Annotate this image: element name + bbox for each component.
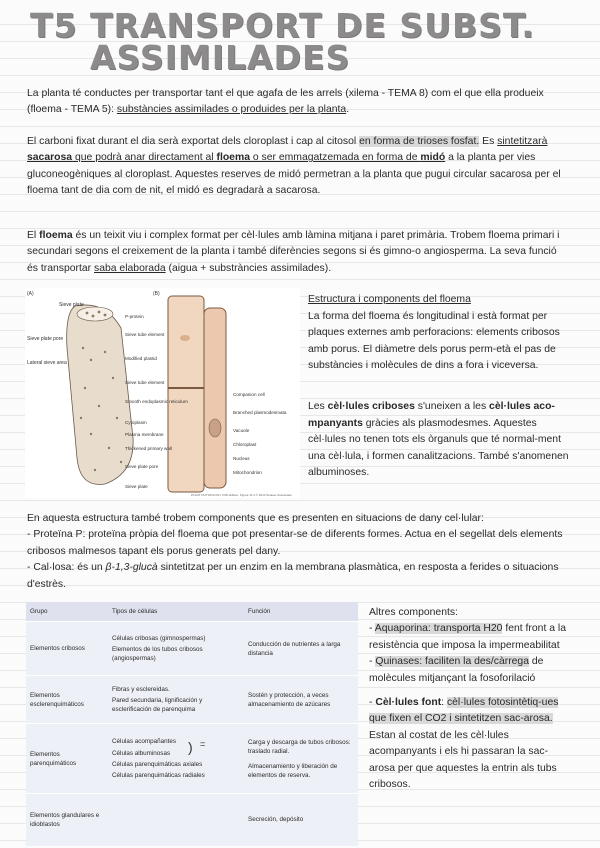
label-companion-cell: Companion cell xyxy=(233,392,265,397)
bullet: - xyxy=(369,623,375,635)
cell-type: Células cribosas (gimnospermas) xyxy=(112,635,206,642)
plastid-drawing xyxy=(180,335,190,341)
table-header: Grupo xyxy=(26,602,108,622)
phloem-cells-table xyxy=(26,602,358,846)
label-plasmodesmata: Branched plasmodesmata xyxy=(233,410,287,415)
table-header-row xyxy=(26,602,358,622)
aquaporina-text: fent front a la resistència que imposa la impermeabilitat xyxy=(369,623,566,651)
floema-text-1: El xyxy=(27,230,40,241)
label-cytoplasm: Cytoplasm xyxy=(125,420,147,425)
table-cell-group: Elementos cribosos xyxy=(26,622,108,676)
label-smooth-er: Smooth endoplasmic reticulum xyxy=(125,399,188,404)
dany-paragraph xyxy=(27,511,567,593)
table-row xyxy=(26,676,358,724)
celules-font-text: Estan al costat de les cèl·lules acompanyants i els hi passaran la sac-arosa per que aquestes la entrin als tubs cribosos. xyxy=(369,729,557,791)
table-header: Tipos de células xyxy=(108,602,244,622)
sieve-tube-drawing xyxy=(67,305,133,485)
cell-type: Células parenquimáticas axiales xyxy=(112,761,203,768)
cell-type: Células parenquimáticas radiales xyxy=(112,772,205,779)
celules-font-highlight: cèl·lules fotosintètiq-ues que fixen el CO2 i sintetitzen sac-arosa. xyxy=(369,697,559,725)
label-plasma-membrane: Plasma membrane xyxy=(125,432,164,437)
table-cell-types xyxy=(108,794,244,846)
label-lateral-sieve-area: Lateral sieve area xyxy=(27,360,67,366)
figure-panel-b: (B) xyxy=(153,291,160,297)
label-sieve-plate-a: Sieve plate xyxy=(59,302,84,308)
carbon-highlight: en forma de trioses fosfat. xyxy=(359,136,480,147)
table-cell-types xyxy=(108,622,244,676)
function-text: Carga y descarga de tubos cribosos: traslado radial. xyxy=(248,738,351,755)
estructura-text: La forma del floema és longitudinal i està format per plaques externes amb perforacions: elements cribosos amb porus. El diàmetre dels porus perm-età el pas de substàncies i molècules de dins a fora i viceversa. xyxy=(308,310,560,372)
altres-components xyxy=(369,605,569,793)
estructura-heading: Estructura i components del floema xyxy=(308,294,471,305)
floema-bold: floema xyxy=(39,230,73,241)
altres-heading: Altres components: xyxy=(369,607,458,618)
title-line-2: ASSIMILADES xyxy=(90,38,351,77)
table-cell-group: Elementos esclerenquimáticos xyxy=(26,676,108,724)
table-cell-types xyxy=(108,724,244,794)
table-header: Función xyxy=(244,602,358,622)
label-sieve-plate-pore-a: Sieve plate pore xyxy=(27,336,64,342)
floema-paragraph xyxy=(27,228,567,277)
intro-end: . xyxy=(346,104,350,116)
title-line-1: T5 TRANSPORT DE SUBST. xyxy=(30,6,535,45)
nucleus-drawing xyxy=(209,419,221,437)
function-text: Almacenamiento y liberación de elementos de reserva. xyxy=(248,762,338,779)
sieve-element-drawing xyxy=(168,296,204,492)
cell-type: Células albuminosas xyxy=(112,750,171,757)
carbon-sacarosa: sacarosa xyxy=(27,152,73,164)
quinases-highlight: Quinases: faciliten la des/càrrega xyxy=(375,656,529,668)
celules-acompanyants: cèl·lules aco-mpanyants xyxy=(308,401,555,429)
carbon-text-2: Es xyxy=(479,136,498,147)
equals-sign: = xyxy=(200,739,206,749)
floema-text-2: és un teixit viu i complex format per cèl·lules amb làmina mitjana i paret primària. Trobem floema primari i secundari segons el creixement de la planta i també diferències segons si és gimno-o angiosperma. La seva funció és transportar xyxy=(27,230,560,274)
cell-type: Pared secundaria, lignificación y esclerificación de parenquima xyxy=(112,697,203,713)
bullet: - xyxy=(369,656,376,668)
table-cell-group: Elementos parenquimáticos xyxy=(26,724,108,794)
label-sieve-plate-b: Sieve plate xyxy=(125,484,148,489)
celules-font-item xyxy=(369,695,569,793)
celules-text-2: s'uneixen a les xyxy=(414,401,490,412)
table-cell-function: Sostén y protección, a veces almacenamiento de azúcares xyxy=(244,676,358,724)
dany-callosa-1: - Cal·losa: és un xyxy=(27,562,106,574)
label-thickened-wall: Thickened primary wall xyxy=(125,446,172,451)
celules-font-bold: Cèl·lules font xyxy=(375,697,442,709)
celules-paragraph xyxy=(308,399,570,482)
intro-paragraph xyxy=(27,86,567,119)
table-cell-types xyxy=(108,676,244,724)
cell-type: Células acompañantes xyxy=(112,738,177,745)
table-row xyxy=(26,794,358,846)
companion-cell-drawing xyxy=(204,308,226,488)
celules-text-3: gràcies als plasmodesmes. Aquestes cèl·lules no tenen tots els òrganuls que té normal-ment una cèl·lula, i formen canalitzacions. També s'anomenen albuminoses. xyxy=(308,417,569,479)
estructura-section xyxy=(308,292,570,375)
table-cell-group: Elementos glandulares e idioblastos xyxy=(26,794,108,846)
label-chloroplast: Chloroplast xyxy=(233,442,257,447)
intro-text: La planta té conductes per transportar tant el que agafa de les arrels (xilema - TEMA 8) com el que ella produeix (floema - TEMA 5): xyxy=(27,88,544,116)
label-nucleus: Nucleus xyxy=(233,456,250,461)
table-cell-function: Secreción, depósito xyxy=(244,794,358,846)
dany-intro: En aquesta estructura també trobem components que es presenten en situacions de dany cel·lular: xyxy=(27,513,484,524)
carbon-text-1: El carboni fixat durant el dia serà exportat dels cloroplast i cap al citosol xyxy=(27,136,360,147)
table-row xyxy=(26,724,358,794)
celules-criboses: cèl·lules criboses xyxy=(327,401,415,412)
page-title xyxy=(30,6,535,77)
phloem-figure xyxy=(25,288,300,498)
table-cell-function xyxy=(244,724,358,794)
dany-glucan: β-1,3-glucà xyxy=(105,562,158,574)
bullet: - xyxy=(369,697,376,709)
carbon-text-5: a la planta per vies gluconeogèniques al cloroplast. Aquestes reserves de midó permetran a la planta que pugui circular sacarosa per el floema tant de dia com de nit, el midó es degradarà a sacarosa. xyxy=(27,152,561,197)
celules-text-1: Les xyxy=(308,401,328,412)
intro-underlined: substàncies assimilades o produides per la planta xyxy=(116,104,347,116)
aquaporina-highlight: Aquaporina: transporta H20 xyxy=(374,623,503,635)
label-mitochondrion: Mitochondrion xyxy=(233,470,262,475)
label-sieve-tube-element-2: Sieve tube element xyxy=(125,380,165,385)
aquaporina-item xyxy=(369,621,569,654)
floema-text-3: (aigua + substràncies assimilades). xyxy=(165,262,332,274)
carbon-text-3: que podrà anar directament al xyxy=(72,152,217,164)
label-sieve-tube-element-1: Sieve tube element xyxy=(125,332,165,337)
table-row xyxy=(26,622,358,676)
figure-credit: PLANT PHYSIOLOGY, Fifth Edition, Figure 11.4 © 2010 Sinauer Associates xyxy=(191,493,292,497)
carbon-mido: midó xyxy=(420,152,446,164)
figure-panel-a: (A) xyxy=(27,291,34,297)
dany-callosa-2: sintetitzat per un enzim en la membrana plasmàtica, en resposta a ferides o situacions d'estrès. xyxy=(27,562,559,590)
brace-icon: ) xyxy=(188,739,193,755)
colon: : xyxy=(441,697,447,709)
carbon-text-4: o ser emmagatzemada en forma de xyxy=(249,152,421,164)
label-sieve-plate-pore-b: Sieve plate pore xyxy=(125,464,159,469)
carbon-floema: floema xyxy=(216,152,250,164)
carbon-underlined: sintetitzarà xyxy=(497,136,548,147)
floema-saba: saba elaborada xyxy=(94,262,166,274)
dany-proteina-p: - Proteïna P: proteïna pròpia del floema que pot presentar-se de diferents formes. Actua en el segellat dels elements cribosos malmesos tapant els porus generats pel dany. xyxy=(27,529,563,557)
cell-type: Fibras y esclereidas. xyxy=(112,686,170,693)
label-vacuole: Vacuole xyxy=(233,428,250,433)
quinases-text: de molècules mitjançant la fosoforilació xyxy=(369,656,544,684)
carbon-paragraph xyxy=(27,134,567,200)
sieve-plate-drawing xyxy=(77,307,113,321)
label-modified-plastid: Modified plastid xyxy=(125,356,157,361)
table-cell-function: Conducción de nutrientes a larga distancia xyxy=(244,622,358,676)
quinases-item xyxy=(369,654,569,687)
label-p-protein: P-protein xyxy=(125,314,144,319)
cell-type: Elementos de los tubos cribosos (angiospermas) xyxy=(112,646,203,662)
